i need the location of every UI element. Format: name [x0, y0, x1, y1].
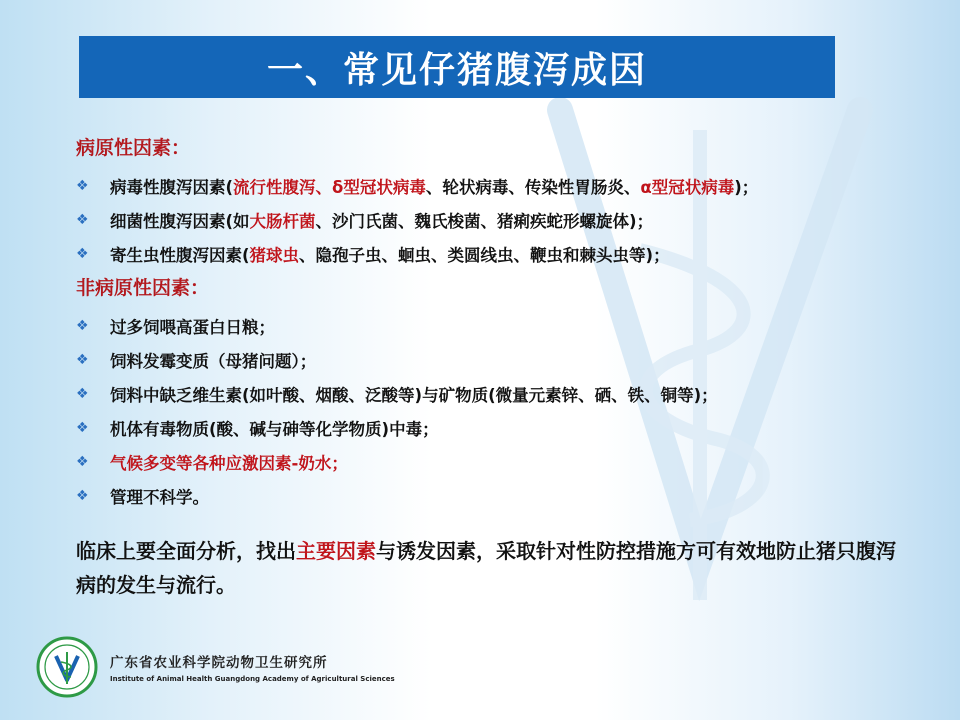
diamond-bullet-icon: ❖: [76, 386, 89, 402]
list-item: [76, 377, 936, 411]
diamond-bullet-icon: ❖: [76, 420, 89, 436]
diamond-bullet-icon: ❖: [76, 352, 89, 368]
pathogenic-list: [76, 169, 936, 271]
list-item: [76, 445, 936, 479]
list-item-text: 寄生虫性腹泻因素(猪球虫、隐孢子虫、蛔虫、类圆线虫、鞭虫和棘头虫等)；: [110, 246, 670, 265]
diamond-bullet-icon: ❖: [76, 212, 89, 228]
list-item-text: 细菌性腹泻因素(如大肠杆菌、沙门氏菌、魏氏梭菌、猪痢疾蛇形螺旋体)；: [110, 212, 654, 231]
list-item: [76, 237, 936, 271]
diamond-bullet-icon: ❖: [76, 318, 89, 334]
section-heading-non-pathogenic: 非病原性因素：: [76, 277, 210, 299]
non-pathogenic-list: [76, 309, 936, 513]
list-item: [76, 203, 936, 237]
list-item-text: 管理不科学。: [110, 488, 209, 507]
section-heading-pathogenic: 病原性因素：: [76, 137, 191, 159]
diamond-bullet-icon: ❖: [76, 488, 89, 504]
diamond-bullet-icon: ❖: [76, 178, 89, 194]
slide-title: 一、常见仔猪腹泻成因: [79, 36, 835, 98]
list-item-text: 过多饲喂高蛋白日粮；: [110, 318, 275, 337]
list-item-text: 机体有毒物质(酸、碱与砷等化学物质)中毒；: [110, 420, 439, 439]
diamond-bullet-icon: ❖: [76, 246, 89, 262]
content-area: [76, 133, 936, 513]
conclusion-text: 临床上要全面分析，找出主要因素与诱发因素，采取针对性防控措施方可有效地防止猪只腹泻病的发生与流行。: [76, 539, 896, 597]
institute-name-zh: 广东省农业科学院动物卫生研究所: [110, 655, 328, 671]
institute-logo-icon: [36, 636, 98, 698]
list-item: [76, 169, 936, 203]
list-item: [76, 411, 936, 445]
institute-name: [110, 651, 395, 683]
list-item: [76, 479, 936, 513]
list-item-text: 饲料中缺乏维生素(如叶酸、烟酸、泛酸等)与矿物质(微量元素锌、硒、铁、铜等)；: [110, 386, 718, 405]
list-item: [76, 343, 936, 377]
list-item-text: 气候多变等各种应激因素-奶水；: [110, 454, 348, 473]
diamond-bullet-icon: ❖: [76, 454, 89, 470]
list-item: [76, 309, 936, 343]
list-item-text: 饲料发霉变质（母猪问题）；: [110, 352, 317, 371]
list-item-text: 病毒性腹泻因素(流行性腹泻、δ型冠状病毒、轮状病毒、传染性胃肠炎、α型冠状病毒)；: [110, 178, 759, 197]
footer: [36, 637, 395, 697]
institute-name-en: Institute of Animal Health Guangdong Academy of Agricultural Sciences: [110, 675, 395, 683]
